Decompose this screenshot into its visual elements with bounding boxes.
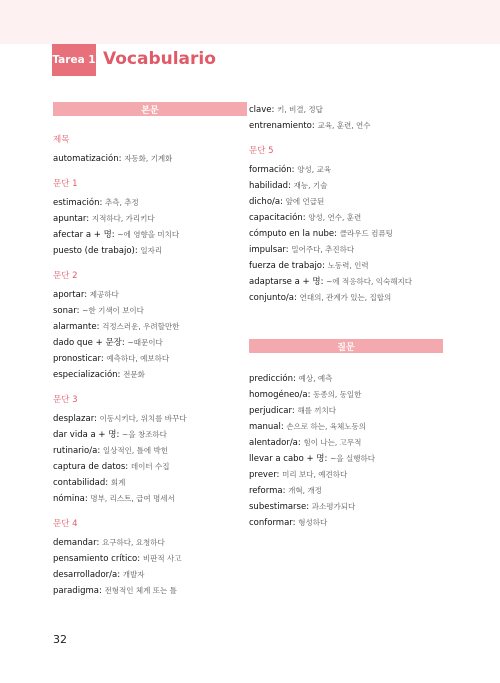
vocab-meaning: ~을 창조하다	[122, 430, 167, 439]
separator: :	[276, 470, 283, 480]
vocab-entry	[53, 443, 247, 459]
separator: :	[306, 502, 312, 512]
vocab-entry	[53, 211, 247, 227]
vocab-term: demandar	[53, 538, 97, 548]
vocab-term: afectar a + 명	[53, 230, 112, 240]
vocab-entry	[53, 287, 247, 303]
separator: :	[121, 338, 128, 348]
vocab-meaning: 해를 끼치다	[297, 406, 337, 415]
vocab-entry	[53, 319, 247, 335]
left-groups	[53, 134, 247, 599]
vocab-entry	[53, 427, 247, 443]
separator: :	[291, 165, 298, 175]
separator: :	[291, 406, 298, 416]
vocab-term: fuerza de trabajo	[249, 261, 323, 271]
separator: :	[94, 414, 100, 424]
vocab-term: formación	[249, 165, 292, 175]
vocab-entry	[249, 467, 443, 483]
separator: :	[285, 245, 292, 255]
question-entries	[249, 371, 443, 531]
vocab-meaning: 개혁, 개정	[288, 486, 322, 495]
vocab-meaning: 교육, 훈련, 연수	[317, 121, 371, 130]
vocab-meaning: 일자리	[140, 246, 163, 255]
vocab-entry	[249, 371, 443, 387]
separator: :	[322, 261, 328, 271]
vocab-meaning: 전문화	[123, 370, 145, 379]
separator: :	[311, 121, 318, 131]
vocab-entry	[249, 499, 443, 515]
separator: :	[293, 374, 299, 384]
section-banner-text: 본문	[53, 102, 247, 116]
vocab-meaning: 일상적인, 틀에 박힌	[102, 446, 169, 455]
vocab-term: conjunto/a	[249, 293, 295, 303]
vocab-entry	[53, 243, 247, 259]
right-column	[249, 102, 443, 531]
right-top-entries	[249, 102, 443, 134]
page-title: Vocabulario	[103, 49, 216, 69]
vocab-meaning: 연대의, 관계가 있는, 집합의	[299, 293, 392, 302]
vocab-meaning: 개발자	[122, 570, 145, 579]
vocab-entry	[53, 567, 247, 583]
vocab-term: llevar a cabo + 명	[249, 454, 325, 464]
spacer	[53, 259, 247, 270]
vocab-term: alarmante	[53, 322, 97, 332]
vocab-meaning: ~때문이다	[127, 338, 163, 347]
vocab-meaning: 손으로 하는, 육체노동의	[286, 422, 367, 431]
vocab-meaning: 이동시키다, 위치를 바꾸다	[99, 414, 187, 423]
vocab-term: capacitación	[249, 213, 303, 223]
vocab-term: desplazar	[53, 414, 95, 424]
vocab-term: sonar	[53, 306, 77, 316]
vocab-entry	[53, 551, 247, 567]
separator: :	[97, 446, 103, 456]
vocab-meaning: ~한 기색이 보이다	[82, 306, 144, 315]
top-band	[0, 0, 500, 44]
vocab-entry	[53, 459, 247, 475]
vocab-entry	[249, 419, 443, 435]
separator: :	[96, 538, 103, 548]
vocab-entry	[249, 274, 443, 290]
vocab-entry	[249, 387, 443, 403]
separator: :	[118, 154, 125, 164]
vocab-term: homogéneo/a	[249, 390, 308, 400]
separator: :	[134, 246, 141, 256]
vocab-entry	[53, 335, 247, 351]
vocab-term: cómputo en la nube	[249, 229, 335, 239]
vocab-entry	[53, 367, 247, 383]
vocab-meaning: 클라우드 컴퓨팅	[339, 229, 393, 238]
vocab-entry	[53, 535, 247, 551]
tarea-badge: Tarea 1	[52, 44, 96, 76]
section-heading: 문단 2	[53, 271, 78, 281]
vocab-term: pensamiento crítico	[53, 554, 138, 564]
separator: :	[307, 390, 314, 400]
vocab-term: reforma	[249, 486, 283, 496]
vocab-term: estimación	[53, 198, 100, 208]
vocab-meaning: 예측하다, 예보하다	[106, 354, 170, 363]
vocab-term: entrenamiento	[249, 121, 312, 131]
vocab-term: manual	[249, 422, 281, 432]
page-number: 32	[53, 633, 67, 646]
separator: :	[280, 422, 287, 432]
vocab-meaning: 예상, 예측	[298, 374, 333, 383]
vocab-term: paradigma	[53, 586, 99, 596]
separator: :	[292, 518, 299, 528]
vocab-meaning: 지적하다, 가리키다	[91, 214, 155, 223]
vocab-meaning: 데이터 수집	[130, 462, 170, 471]
vocab-term: adaptarse a + 명	[249, 277, 321, 287]
separator: :	[117, 570, 123, 580]
vocab-meaning: 밀어주다, 추진하다	[291, 245, 355, 254]
separator: :	[86, 214, 92, 224]
separator: :	[294, 293, 300, 303]
vocab-entry	[249, 194, 443, 210]
spacer	[249, 134, 443, 145]
vocab-entry	[53, 151, 247, 167]
vocab-meaning: 걱정스러운, 우려할만한	[102, 322, 180, 331]
spacer	[53, 507, 247, 518]
left-column	[53, 102, 247, 599]
vocab-term: captura de datos	[53, 462, 126, 472]
vocab-term: prever	[249, 470, 277, 480]
vocab-meaning: ~을 실행하다	[330, 454, 375, 463]
vocab-meaning: 노동력, 인력	[327, 261, 369, 270]
section-banner-questions: 질문	[249, 339, 443, 353]
vocab-term: contabilidad	[53, 478, 106, 488]
vocab-entry	[53, 475, 247, 491]
vocab-meaning: 키, 비결, 정답	[277, 105, 323, 114]
vocab-term: perjudicar	[249, 406, 292, 416]
vocab-term: impulsar	[249, 245, 286, 255]
vocab-term: puesto (de trabajo)	[53, 246, 135, 256]
vocab-meaning: 제공하다	[89, 290, 119, 299]
vocab-entry	[53, 411, 247, 427]
vocab-entry	[53, 351, 247, 367]
vocab-term: habilidad	[249, 181, 289, 191]
vocab-term: desarrollador/a	[53, 570, 118, 580]
section-heading: 문단 5	[249, 146, 274, 156]
vocab-term: dado que + 문장	[53, 338, 122, 348]
separator: :	[96, 322, 103, 332]
separator: :	[100, 354, 107, 364]
separator: :	[99, 198, 106, 208]
vocab-meaning: 힘이 나는, 고무적	[303, 438, 362, 447]
vocab-meaning: 비판적 사고	[142, 554, 182, 563]
vocab-term: rutinario/a	[53, 446, 98, 456]
vocab-entry	[249, 435, 443, 451]
separator: :	[271, 105, 278, 115]
vocab-meaning: 자동화, 기계화	[124, 154, 173, 163]
vocab-term: apuntar	[53, 214, 87, 224]
separator: :	[117, 370, 124, 380]
separator: :	[98, 586, 105, 596]
separator: :	[288, 181, 294, 191]
vocab-meaning: 추측, 추정	[105, 198, 139, 207]
vocab-entry	[249, 403, 443, 419]
right-group5-entries	[249, 162, 443, 306]
separator: :	[84, 494, 91, 504]
separator: :	[324, 454, 331, 464]
vocab-entry	[249, 102, 443, 118]
separator: :	[116, 430, 123, 440]
vocab-meaning: 형성하다	[298, 518, 328, 527]
vocab-term: alentador/a	[249, 438, 298, 448]
separator: :	[76, 306, 83, 316]
vocab-meaning: 양성, 교육	[297, 165, 331, 174]
separator: :	[334, 229, 340, 239]
vocab-meaning: 재능, 기술	[293, 181, 328, 190]
separator: :	[297, 438, 304, 448]
vocab-term: especialización	[53, 370, 118, 380]
separator: :	[105, 478, 111, 488]
vocab-meaning: 양성, 연수, 훈련	[308, 213, 362, 222]
separator: :	[111, 230, 118, 240]
vocab-entry	[249, 515, 443, 531]
vocab-meaning: ~에 영향을 미치다	[117, 230, 180, 239]
vocab-entry	[249, 483, 443, 499]
vocab-entry	[249, 290, 443, 306]
section-heading: 제목	[53, 135, 70, 145]
vocab-entry	[249, 178, 443, 194]
vocab-term: clave	[249, 105, 272, 115]
vocab-entry	[53, 491, 247, 507]
separator: :	[280, 197, 286, 207]
vocab-term: pronosticar	[53, 354, 101, 364]
vocab-meaning: 명부, 리스트, 급여 명세서	[90, 494, 175, 503]
separator: :	[137, 554, 143, 564]
spacer	[53, 383, 247, 394]
vocab-term: conformar	[249, 518, 293, 528]
separator: :	[320, 277, 327, 287]
vocab-term: subestimarse	[249, 502, 307, 512]
vocab-meaning: ~에 적응하다, 익숙해지다	[326, 277, 413, 286]
vocab-term: dicho/a	[249, 197, 281, 207]
vocab-term: aportar	[53, 290, 85, 300]
vocab-meaning: 동종의, 동일한	[313, 390, 362, 399]
vocab-entry	[249, 210, 443, 226]
spacer	[53, 167, 247, 178]
separator: :	[84, 290, 90, 300]
vocab-entry	[249, 118, 443, 134]
vocab-term: automatización	[53, 154, 119, 164]
spacer	[249, 306, 443, 339]
vocab-meaning: 요구하다, 요청하다	[102, 538, 165, 547]
vocab-entry	[53, 303, 247, 319]
vocab-meaning: 미리 보다, 예견하다	[282, 470, 348, 479]
vocab-entry	[53, 195, 247, 211]
section-heading: 문단 4	[53, 519, 78, 529]
separator: :	[302, 213, 309, 223]
vocab-entry	[53, 583, 247, 599]
vocab-entry	[53, 227, 247, 243]
vocab-term: nómina	[53, 494, 85, 504]
separator: :	[125, 462, 131, 472]
vocab-entry	[249, 451, 443, 467]
vocab-term: dar vida a + 명	[53, 430, 117, 440]
vocab-meaning: 앞에 언급된	[285, 197, 325, 206]
vocab-entry	[249, 242, 443, 258]
vocab-meaning: 전형적인 체계 또는 틀	[104, 586, 177, 595]
vocab-term: predicción	[249, 374, 293, 384]
section-heading: 문단 3	[53, 395, 78, 405]
separator: :	[282, 486, 289, 496]
vocab-meaning: 과소평가되다	[311, 502, 356, 511]
vocab-entry	[249, 258, 443, 274]
vocab-meaning: 회계	[110, 478, 126, 487]
vocab-entry	[249, 226, 443, 242]
vocab-entry	[249, 162, 443, 178]
section-heading: 문단 1	[53, 179, 78, 189]
